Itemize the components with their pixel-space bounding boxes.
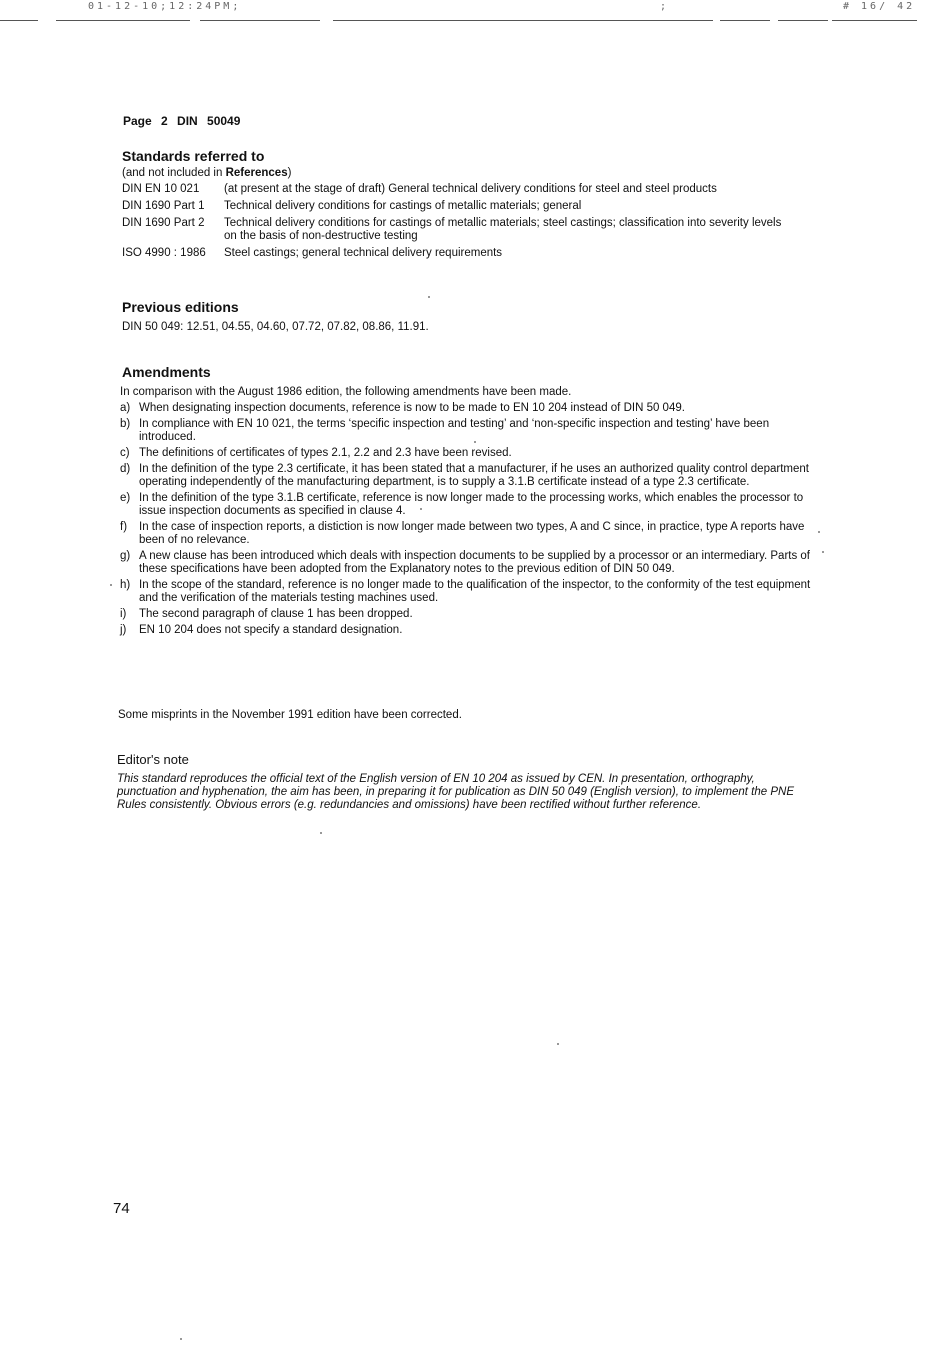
standard-row (122, 183, 792, 196)
standards-table (122, 183, 792, 264)
fax-rule (200, 20, 320, 21)
page-number: 74 (113, 1200, 130, 1217)
list-item (120, 418, 812, 444)
editors-note-title: Editor's note (117, 752, 189, 767)
fax-transmission-header (0, 0, 950, 30)
previous-editions-text: DIN 50 049: 12.51, 04.55, 04.60, 07.72, 07.82, 08.86, 11.91. (122, 321, 429, 333)
standard-description: Steel castings; general technical delivery requirements (224, 247, 503, 259)
list-item (120, 463, 812, 489)
list-item (120, 521, 812, 547)
scan-speck (557, 1043, 559, 1045)
fax-rule (0, 20, 38, 21)
amendments-intro: In comparison with the August 1986 edition, the following amendments have been made. (120, 386, 572, 398)
list-item-letter: g) (120, 550, 131, 562)
list-item-letter: a) (120, 402, 131, 414)
list-item (120, 579, 812, 605)
scan-speck (320, 832, 322, 834)
standard-row (122, 247, 792, 260)
scan-speck (420, 508, 422, 510)
amendments-list (120, 402, 812, 640)
list-item-text: EN 10 204 does not specify a standard designation. (139, 624, 403, 636)
fax-rule (333, 20, 713, 21)
list-item (120, 402, 812, 415)
list-item-text: In the case of inspection reports, a distiction is now longer made between two types, A and C since, in practice, type A reports have been of no relevance. (139, 521, 805, 546)
editors-note-text: This standard reproduces the official text of the English version of EN 10 204 as issued by CEN. In presentation, orthography, punctuation and hyphenation, the aim has been, in preparing it for publication as DIN 50 049 (English version), to implement the PNE Rules consistently. Obvious errors (e.g. redundancies and omissions) have been rectified without further reference. (117, 773, 794, 811)
scan-speck (110, 584, 112, 586)
list-item-text: In the scope of the standard, reference is no longer made to the qualification of the inspector, to the conformity of the test equipment and the verification of the materials testing machines used. (139, 579, 811, 604)
scan-speck (822, 551, 824, 553)
scan-speck (818, 531, 820, 533)
list-item-text: When designating inspection documents, reference is now to be made to EN 10 204 instead of DIN 50 049. (139, 402, 685, 414)
list-item-letter: i) (120, 608, 127, 620)
standard-description: Technical delivery conditions for castings of metallic materials; steel castings; classification into severity levels on the basis of non-destructive testing (224, 217, 782, 242)
fax-rule (832, 20, 917, 21)
fax-rule (56, 20, 190, 21)
scan-speck (180, 1338, 182, 1340)
fax-rule (778, 20, 828, 21)
fax-separator: ; (660, 1, 670, 12)
standard-description: (at present at the stage of draft) General technical delivery conditions for steel and steel products (224, 183, 717, 195)
list-item-letter: h) (120, 579, 131, 591)
list-item-text: In compliance with EN 10 021, the terms ‘specific inspection and testing’ and ‘non-specific inspection and testing’ have been introduced. (139, 418, 770, 443)
standard-code: DIN 1690 Part 2 (122, 217, 205, 229)
list-item (120, 624, 812, 637)
standard-code: DIN 1690 Part 1 (122, 200, 205, 212)
list-item (120, 492, 812, 518)
list-item-text: In the definition of the type 2.3 certificate, it has been stated that a manufacturer, if he uses an authorized quality control department operating independently of the manufacturing department, is to supply a 3.1.B certificate instead of a type 2.3 certificate. (139, 463, 809, 488)
list-item-letter: c) (120, 447, 130, 459)
fax-page-counter: # 16/ 42 (843, 1, 916, 12)
standard-description: Technical delivery conditions for castings of metallic materials; general (224, 200, 582, 212)
standards-title: Standards referred to (122, 148, 265, 164)
fax-timestamp: 01-12-10;12:24PM; (88, 1, 242, 12)
list-item (120, 608, 812, 621)
list-item-text: In the definition of the type 3.1.B certificate, reference is now longer made to the processing works, which enables the processor to issue inspection documents as specified in clause 4. (139, 492, 804, 517)
list-item (120, 550, 812, 576)
standards-note: (and not included in References) (122, 167, 292, 179)
standard-code: DIN EN 10 021 (122, 183, 200, 195)
fax-rule (720, 20, 770, 21)
list-item-text: A new clause has been introduced which deals with inspection documents to be supplied by a processor or an intermediary. Parts of these specifications have been adopted from the Explanatory notes to the previous edition of DIN 50 049. (139, 550, 810, 575)
amendments-title: Amendments (122, 364, 211, 380)
page-header: Page 2 DIN 50049 (123, 114, 241, 128)
list-item (120, 447, 812, 460)
list-item-letter: d) (120, 463, 131, 475)
list-item-letter: e) (120, 492, 131, 504)
previous-editions-title: Previous editions (122, 299, 239, 315)
scan-speck (474, 441, 476, 443)
list-item-letter: b) (120, 418, 131, 430)
list-item-letter: f) (120, 521, 128, 533)
list-item-text: The definitions of certificates of types 2.1, 2.2 and 2.3 have been revised. (139, 447, 512, 459)
misprints-note: Some misprints in the November 1991 edition have been corrected. (118, 709, 462, 721)
list-item-text: The second paragraph of clause 1 has been dropped. (139, 608, 413, 620)
list-item-letter: j) (120, 624, 127, 636)
scan-speck (428, 296, 430, 298)
standard-code: ISO 4990 : 1986 (122, 247, 206, 259)
standard-row (122, 217, 792, 243)
standard-row (122, 200, 792, 213)
